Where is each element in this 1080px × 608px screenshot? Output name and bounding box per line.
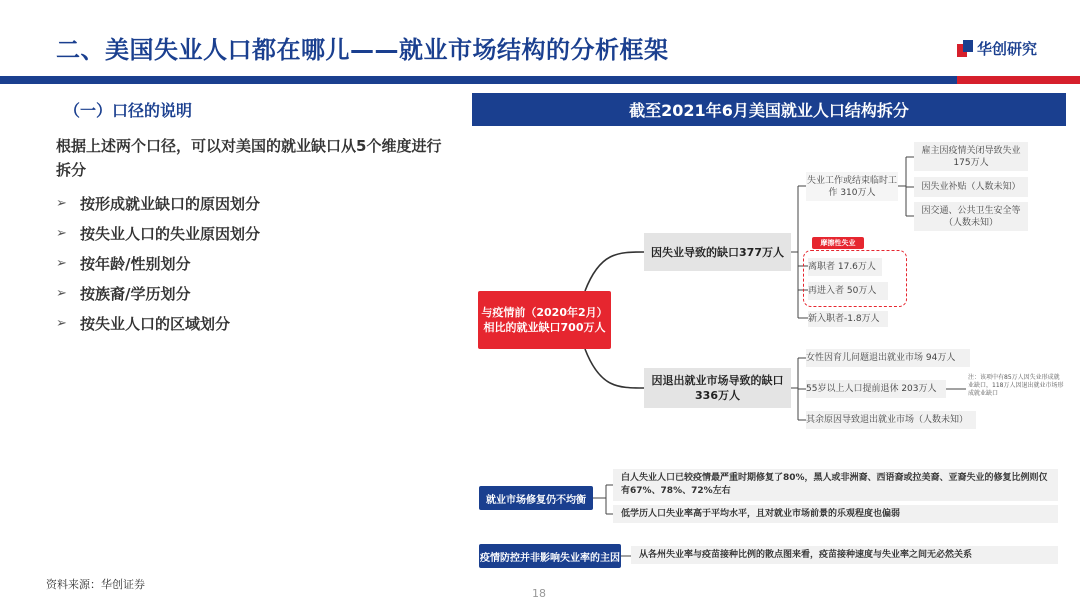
arrow-bullet-icon: ➢	[56, 225, 67, 241]
epidemic-point: 从各州失业率与疫苗接种比例的散点图来看，疫苗接种速度与失业率之间无必然关系	[631, 546, 1058, 564]
list-item-label: 按年龄/性别划分	[80, 254, 191, 273]
page-title: 二、美国失业人口都在哪儿——就业市场结构的分析框架	[56, 36, 669, 64]
recovery-point: 低学历人口失业率高于平均水平，且对就业市场前景的乐观程度也偏弱	[613, 505, 1058, 523]
arrow-bullet-icon: ➢	[56, 255, 67, 271]
recovery-label: 就业市场修复仍不均衡	[479, 486, 593, 510]
female-childcare-node: 女性因育儿问题退出就业市场 94万人	[806, 349, 970, 367]
logo-text: 华创研究	[977, 40, 1038, 58]
job-losers-node: 离职者 17.6万人	[808, 258, 882, 276]
early-retirement-node: 55岁以上人口提前退休 203万人	[806, 380, 946, 398]
new-entrants-node: 新入职者-1.8万人	[808, 311, 888, 327]
root-node: 与疫情前（2020年2月）相比的就业缺口700万人	[478, 291, 611, 349]
employer-closure-node: 雇主因疫情关闭导致失业175万人	[914, 142, 1028, 171]
list-item-label: 按失业人口的区域划分	[80, 314, 231, 333]
intro-text: 根据上述两个口径，可以对美国的就业缺口从5个维度进行拆分	[56, 137, 442, 179]
recovery-point: 白人失业人口已较疫情最严重时期修复了80%，黑人或非洲裔、西语裔或拉美裔、亚裔失业的修复比例则仅有67%、78%、72%左右	[613, 469, 1058, 501]
reentrants-node: 再进入者 50万人	[808, 282, 888, 300]
arrow-bullet-icon: ➢	[56, 285, 67, 301]
arrow-bullet-icon: ➢	[56, 315, 67, 331]
transport-health-node: 因交通、公共卫生安全等（人数未知）	[914, 202, 1028, 231]
arrow-bullet-icon: ➢	[56, 195, 67, 211]
epidemic-label: 疫情防控并非影响失业率的主因	[479, 544, 621, 568]
friction-tag: 摩擦性失业	[812, 237, 864, 249]
temp-layoff-node: 失业工作或结束临时工作 310万人	[806, 172, 898, 201]
page-number: 18	[532, 587, 546, 600]
retirement-note: 注：该项中有85万人因失业形成就业缺口，118万人因退出就业市场形成就业缺口	[968, 374, 1064, 397]
exit-gap-node: 因退出就业市场导致的缺口336万人	[644, 368, 791, 408]
list-item-label: 按族裔/学历划分	[80, 284, 191, 303]
source-note: 资料来源：华创证券	[46, 578, 145, 591]
list-item-label: 按形成就业缺口的原因划分	[80, 194, 261, 213]
other-reasons-node: 其余原因导致退出就业市场（人数未知）	[806, 411, 976, 429]
unemployment-gap-node: 因失业导致的缺口377万人	[644, 233, 791, 271]
unemployment-benefit-node: 因失业补贴（人数未知）	[914, 177, 1028, 197]
chart-title: 截至2021年6月美国就业人口结构拆分	[472, 93, 1066, 126]
list-item-label: 按失业人口的失业原因划分	[80, 224, 261, 243]
section-heading: （一）口径的说明	[64, 101, 193, 120]
